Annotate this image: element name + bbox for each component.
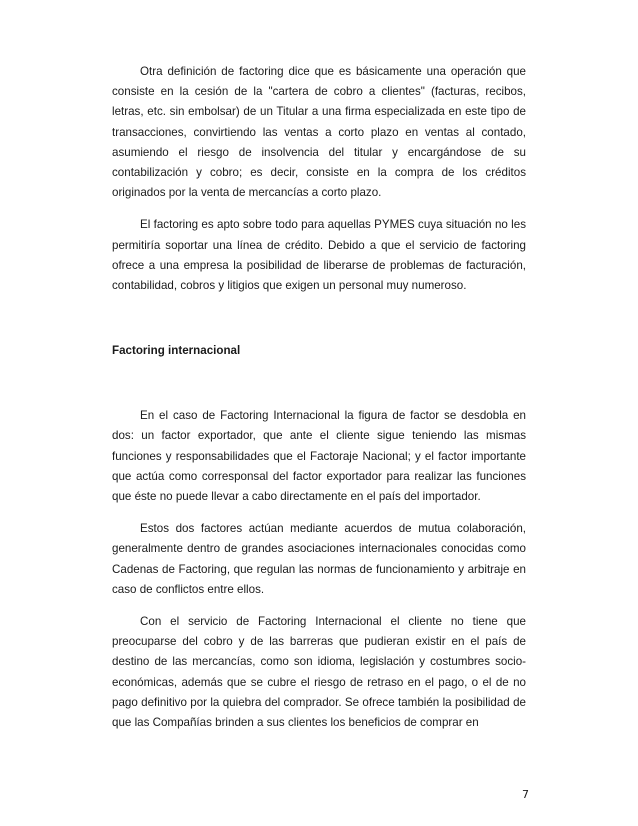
paragraph-international-service: Con el servicio de Factoring Internacional el cliente no tiene que preocuparse del cobro y de las barreras que pudieran existir en el país de destino de las mercancías, como son idioma, legislación y costumbres socio-económicas, además que se cubre el riesgo de retraso en el pago, o el de no pago definitivo por la quiebra del comprador. Se ofrece también la posibilidad de que las Compañías brinden a sus clientes los beneficios de comprar en <box>112 615 526 730</box>
paragraph-international-factor: En el caso de Factoring Internacional la figura de factor se desdobla en dos: un factor exportador, que ante el cliente sigue teniendo las mismas funciones y responsabilidades que el Factoraje Nacional; y el factor importante que actúa como corresponsal del factor exportador para realizar las funciones que éste no puede llevar a cabo directamente en el país del importador. <box>112 409 526 504</box>
paragraph-factoring-chains: Estos dos factores actúan mediante acuerdos de mutua colaboración, generalmente dentro de grandes asociaciones internacionales conocidas como Cadenas de Factoring, que regulan las normas de funcionamiento y arbitraje en caso de conflictos entre ellos. <box>112 522 526 596</box>
page-body <box>112 62 526 733</box>
paragraph-factoring-definition: Otra definición de factoring dice que es básicamente una operación que consiste en la cesión de la "cartera de cobro a clientes" (facturas, recibos, letras, etc. sin embolsar) de un Titular a una firma especializada en este tipo de transacciones, convirtiendo las ventas a corto plazo en ventas al contado, asumiendo el riesgo de insolvencia del titular y encargándose de su contabilización y cobro; es decir, consiste en la compra de los créditos originados por la venta de mercancías a corto plazo. <box>112 65 526 200</box>
page-number: 7 <box>522 788 529 801</box>
paragraph-factoring-pymes: El factoring es apto sobre todo para aquellas PYMES cuya situación no les permitiría soportar una línea de crédito. Debido a que el servicio de factoring ofrece a una empresa la posibilidad de liberarse de problemas de facturación, contabilidad, cobros y litigios que exigen un personal muy numeroso. <box>112 218 526 293</box>
section-heading: Factoring internacional <box>112 344 241 358</box>
